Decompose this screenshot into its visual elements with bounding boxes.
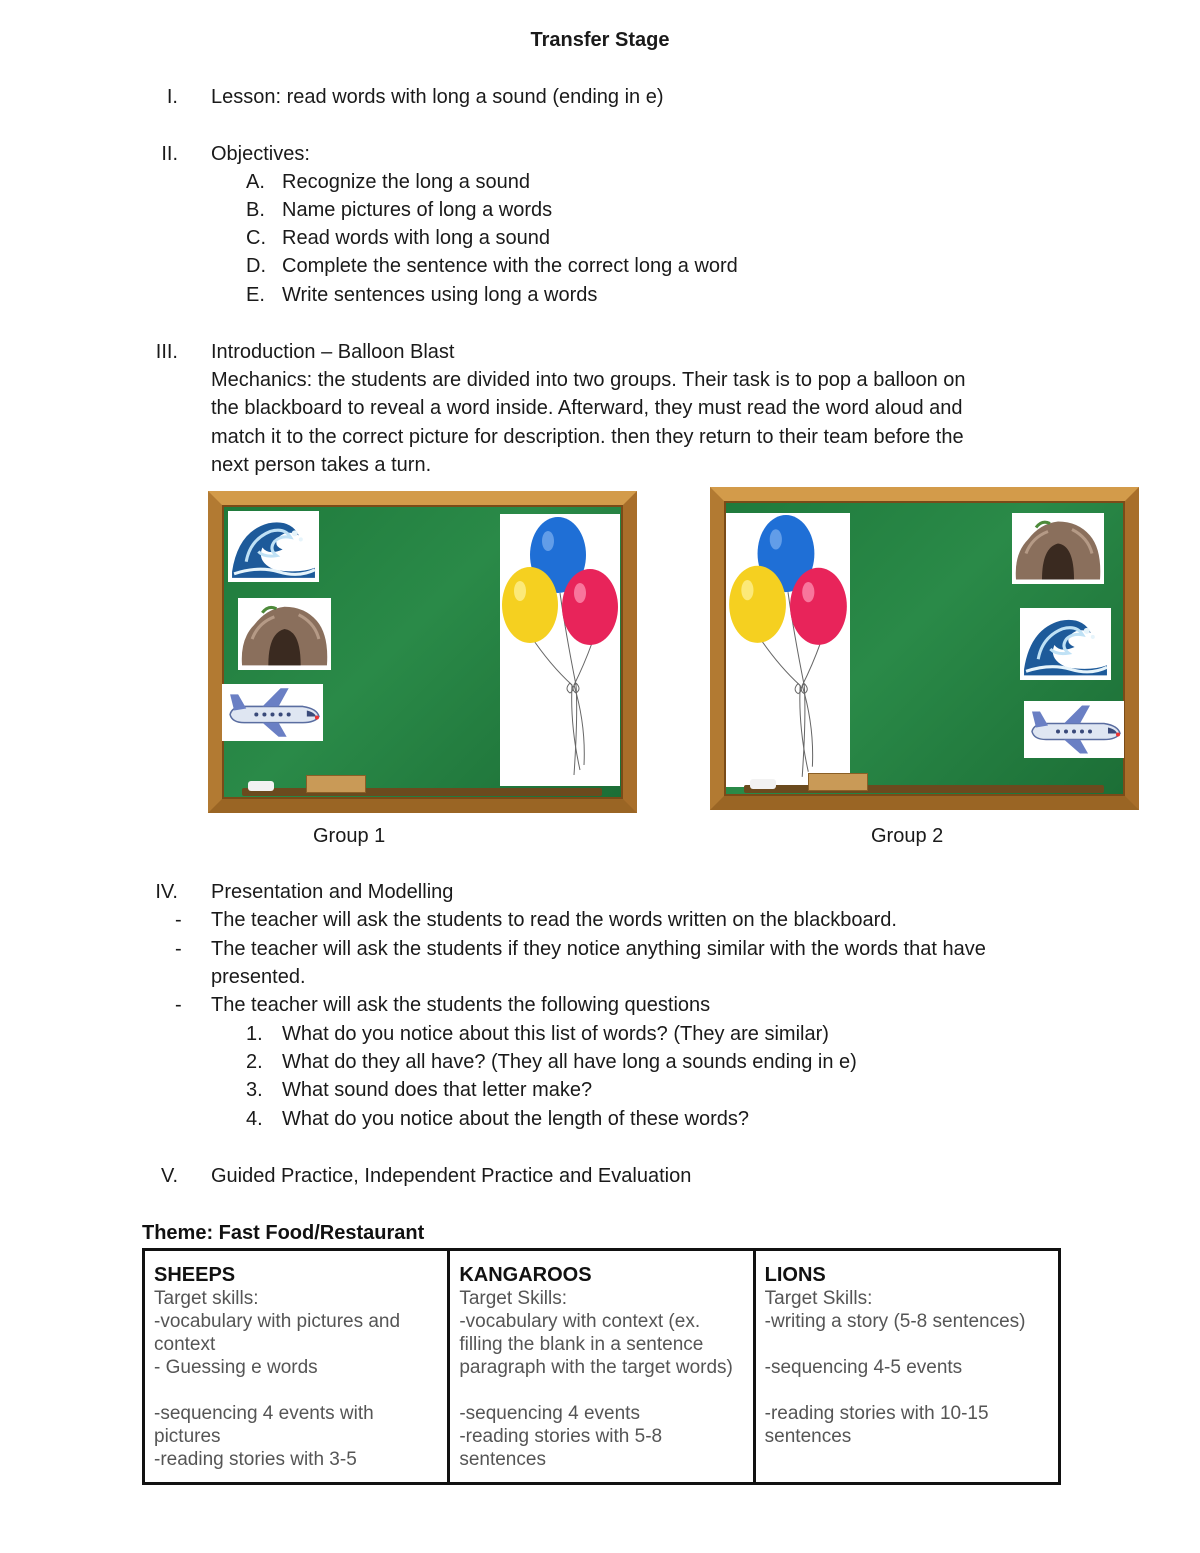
- section-number: IV.: [155, 881, 178, 903]
- skill-line: -sequencing 4-5 events: [764, 1357, 963, 1378]
- section-number: II.: [161, 143, 178, 165]
- wave-icon: [228, 511, 319, 582]
- skill-line: pictures: [154, 1426, 221, 1447]
- group-cell-sheeps: [144, 1250, 449, 1484]
- skill-line: Target skills:: [154, 1288, 259, 1309]
- objective-label: E.: [246, 284, 265, 306]
- skill-line: -reading stories with 10-15: [764, 1403, 989, 1424]
- skill-line: -writing a story (5-8 sentences): [764, 1311, 1026, 1332]
- presentation-heading: Presentation and Modelling: [211, 881, 454, 903]
- skill-line: -sequencing 4 events with: [154, 1403, 374, 1424]
- group-name: KANGAROOS: [459, 1264, 592, 1286]
- question-text: What sound does that letter make?: [282, 1079, 593, 1101]
- bullet-mark: -: [175, 909, 182, 931]
- introduction-heading: Introduction – Balloon Blast: [211, 341, 455, 363]
- skill-line: -vocabulary with context (ex.: [459, 1311, 701, 1332]
- chalk-icon: [248, 781, 274, 791]
- chalk-icon: [750, 779, 776, 789]
- question-text: What do they all have? (They all have long a sounds ending in e): [282, 1051, 857, 1073]
- skill-line: filling the blank in a sentence: [459, 1334, 704, 1355]
- skill-line: sentences: [764, 1426, 852, 1447]
- question-text: What do you notice about the length of these words?: [282, 1108, 749, 1130]
- bullet-text: presented.: [211, 966, 306, 988]
- objective-text: Complete the sentence with the correct long a word: [282, 255, 738, 277]
- skill-line: [765, 1379, 1050, 1402]
- mechanics-line: next person takes a turn.: [211, 454, 432, 476]
- skill-line: Target Skills:: [764, 1288, 873, 1309]
- objective-text: Read words with long a sound: [282, 227, 550, 249]
- question-label: 2.: [246, 1051, 263, 1073]
- eraser-icon: [808, 773, 868, 791]
- bullet-text: The teacher will ask the students if they notice anything similar with the words that have: [211, 938, 986, 960]
- board-caption: Group 2: [871, 825, 944, 847]
- cave-icon: [1012, 513, 1104, 584]
- skill-line: - Guessing e words: [154, 1357, 318, 1378]
- bullet-mark: -: [175, 994, 182, 1016]
- objective-text: Name pictures of long a words: [282, 199, 553, 221]
- board-caption: Group 1: [313, 825, 386, 847]
- question-text: What do you notice about this list of words? (They are similar): [282, 1023, 829, 1045]
- skill-line: -sequencing 4 events: [459, 1403, 640, 1424]
- skill-line: [154, 1379, 439, 1402]
- mechanics-line: the blackboard to reveal a word inside. Afterward, they must read the word aloud and: [211, 397, 963, 419]
- objective-text: Recognize the long a sound: [282, 171, 530, 193]
- airplane-icon: [1024, 701, 1124, 758]
- section-number: III.: [155, 341, 178, 363]
- theme-heading: Theme: Fast Food/Restaurant: [142, 1222, 425, 1244]
- eraser-icon: [306, 775, 366, 793]
- page-title: Transfer Stage: [530, 29, 670, 51]
- group-name: LIONS: [764, 1264, 826, 1286]
- skill-line: -reading stories with 3-5: [154, 1449, 357, 1470]
- cave-icon: [238, 598, 331, 670]
- section-number: V.: [160, 1165, 178, 1187]
- balloons-icon: [726, 513, 850, 787]
- question-label: 3.: [246, 1079, 263, 1101]
- bullet-text: The teacher will ask the students to read the words written on the blackboard.: [211, 909, 897, 931]
- practice-heading: Guided Practice, Independent Practice and Evaluation: [211, 1165, 692, 1187]
- question-label: 4.: [246, 1108, 263, 1130]
- skill-line: -reading stories with 5-8: [459, 1426, 663, 1447]
- objectives-heading: Objectives:: [211, 143, 310, 165]
- skill-line: context: [154, 1334, 216, 1355]
- balloons-icon: [500, 514, 620, 786]
- section-number: I.: [166, 86, 178, 108]
- objective-label: D.: [246, 255, 266, 277]
- skill-line: -vocabulary with pictures and: [154, 1311, 401, 1332]
- skill-line: [765, 1333, 1050, 1356]
- mechanics-line: Mechanics: the students are divided into two groups. Their task is to pop a balloon on: [211, 369, 966, 391]
- skill-line: Target Skills:: [459, 1288, 568, 1309]
- blackboard-group-2: [710, 487, 1139, 810]
- lesson-text: Lesson: read words with long a sound (ending in e): [211, 86, 664, 108]
- question-label: 1.: [246, 1023, 263, 1045]
- group-cell-kangaroos: [449, 1250, 754, 1484]
- wave-icon: [1020, 608, 1111, 680]
- objective-text: Write sentences using long a words: [282, 284, 598, 306]
- objective-label: B.: [246, 199, 265, 221]
- blackboard-group-1: [208, 491, 637, 813]
- skill-line: paragraph with the target words): [459, 1357, 733, 1378]
- objective-label: A.: [246, 171, 265, 193]
- objective-label: C.: [246, 227, 266, 249]
- skill-line: sentences: [459, 1449, 546, 1470]
- airplane-icon: [222, 684, 323, 741]
- skill-line: [459, 1379, 744, 1402]
- bullet-mark: -: [175, 938, 182, 960]
- group-cell-lions: [754, 1250, 1059, 1484]
- bullet-text: The teacher will ask the students the following questions: [211, 994, 711, 1016]
- mechanics-line: match it to the correct picture for description. then they return to their team before the: [211, 426, 964, 448]
- group-name: SHEEPS: [154, 1264, 236, 1286]
- groups-table: [142, 1248, 1061, 1485]
